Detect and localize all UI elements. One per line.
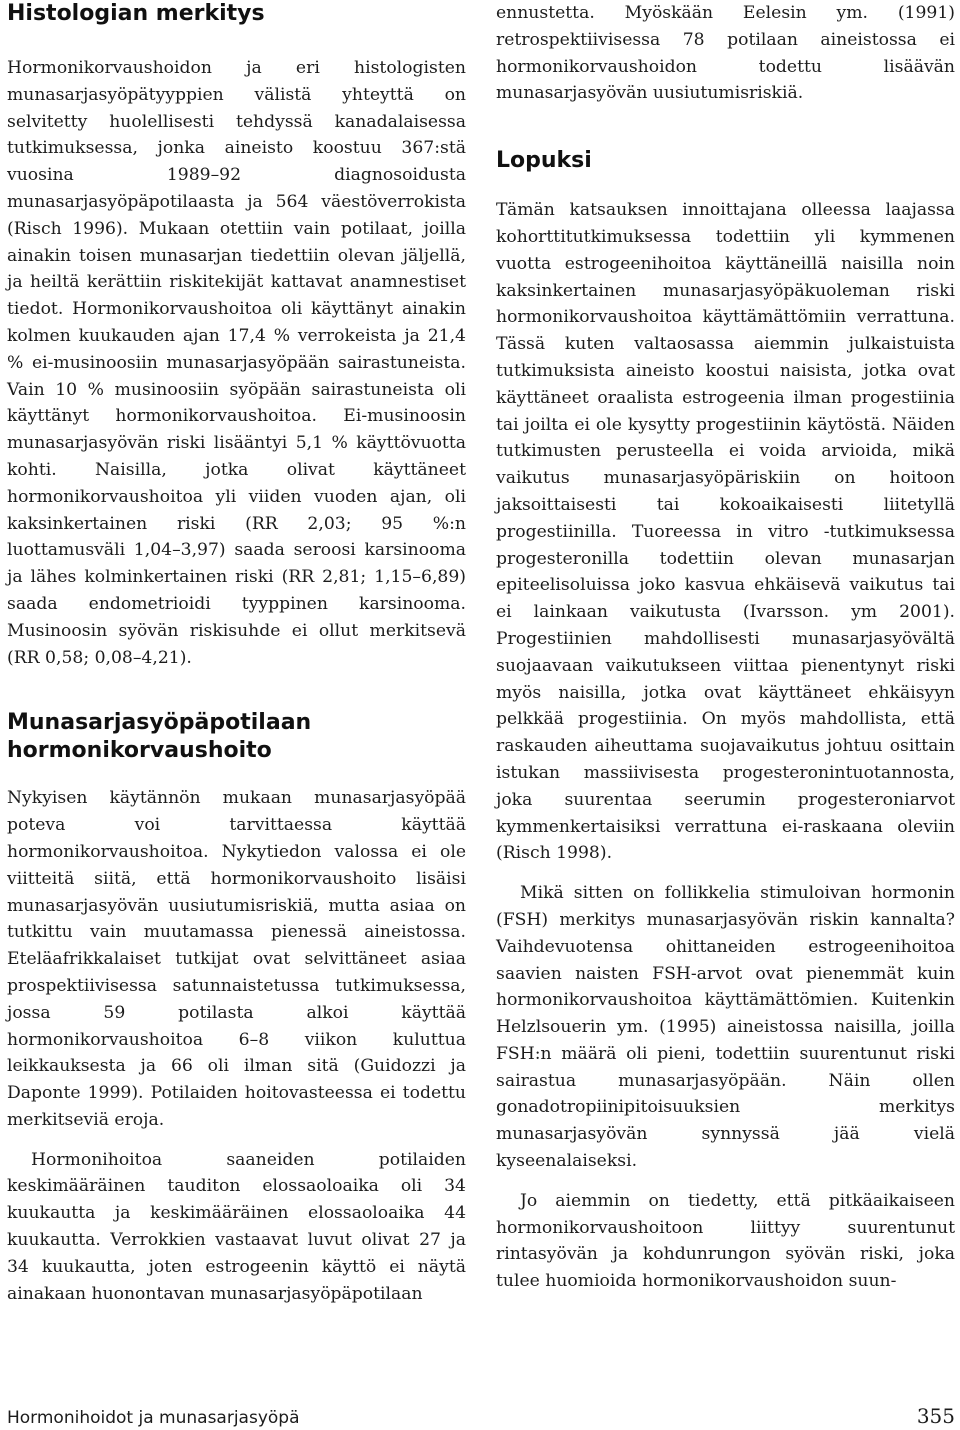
- paragraph-conclusion-1: Tämän katsauksen innoittajana olleessa laajassa kohorttitutkimuksessa todettiin yli kymmenen vuotta estrogeenihoitoa käyttäneillä naisilla noin kaksinkertainen munasarjasyöpäkuoleman riski hormonikorvaushoitoa käyttämättömiin verrattuna. Tässä kuten valtaosassa aiemmin julkaistuista tutkimuksista aineisto koostui naisista, jotka ovat käyttäneet oraalista estrogeenia ilman progestiinia tai joilta ei ole kysytty progestiinin käytöstä. Näiden tutkimusten perusteella ei voida arvioida, mikä vaikutus munasarjasyöpäriskiin on hoitoon jaksoittaisesti tai kokoaikaisesti liitetyllä progestiinilla. Tuoreessa in vitro -tutkimuksessa progesteronilla todettiin olevan munasarjan epiteelisoluissa joko kasvua ehkäisevä vaikutus tai ei lainkaan vaikutusta (Ivarsson. ym 2001). Progestiinien mahdollisesti munasarjasyövältä suojaavaan vaikutukseen viittaa pienentynyt riski myös naisilla, jotka ovat käyttäneet ehkäisyyn pelkkää progestiinia. On myös mahdollista, että raskauden aiheuttama suojavaikutus johtuu osittain istukan massiivisesta progesteronintuotannosta, joka suurentaa seerumin progesteroniarvot kymmenkertaisiksi verrattuna ei-raskaana oleviin (Risch 1998).: [496, 200, 955, 864]
- heading-line-2: hormonikorvaushoito: [7, 738, 272, 764]
- page-footer: [7, 1404, 955, 1430]
- paragraph-histology: Hormonikorvaushoidon ja eri histologisten munasarjasyöpätyyppien välistä yhteyttä on selvitetty huolellisesti tehdyssä kanadalaisessa tutkimuksessa, jonka aineisto koostuu 367:stä vuosina 1989–92 diagnosoidusta munasarjasyöpäpotilaasta ja 564 väestöverrokista (Risch 1996). Mukaan otettiin vain potilaat, joilla ainakin toisen munasarjan tiedettiin olevan jäljellä, ja heiltä kerättiin riskitekijät kattavat anamnestiset tiedot. Hormonikorvaushoitoa oli käyttänyt ainakin kolmen kuukauden ajan 17,4 % verrokeista ja 21,4 % ei-musinoosiin munasarjasyöpään sairastuneista. Vain 10 % musinoosiin syöpään sairastuneista oli käyttänyt hormonikorvaushoitoa. Ei-musinoosin munasarjasyövän riski lisääntyi 5,1 % käyttövuotta kohti. Naisilla, jotka olivat käyttäneet hormonikorvaushoitoa yli viiden vuoden ajan, oli kaksinkertainen riski (RR 2,03; 95 %:n luottamusväli 1,04–3,97) saada seroosi karsinooma ja lähes kolminkertainen riski (RR 2,81; 1,15–6,89) saada endometrioidi tyyppinen karsinooma. Musinoosin syövän riskisuhde ei ollut merkitsevä (RR 0,58; 0,08–4,21).: [7, 58, 466, 668]
- heading-line-1: Munasarjasyöpäpotilaan: [7, 710, 312, 736]
- paragraph-treatment-2: Hormonihoitoa saaneiden potilaiden keskimääräinen tauditon elossaoloaika oli 34 kuukautta ja keskimääräinen elossaoloaika 44 kuukautta. Verrokkien vastaavat luvut olivat 27 ja 34 kuukautta, joten estrogeenin käyttö ei näytä ainakaan huonontavan munasarjasyöpäpotilaan: [7, 1149, 466, 1304]
- section-heading-histology: Histologian merkitys: [7, 1, 265, 26]
- section-heading-treatment: [7, 709, 466, 765]
- running-title: Hormonihoidot ja munasarjasyöpä: [7, 1408, 300, 1428]
- left-column: [7, 0, 466, 1307]
- section-heading-conclusion: Lopuksi: [496, 148, 592, 174]
- page-number: 355: [916, 1404, 955, 1428]
- right-column: [496, 0, 955, 1295]
- paragraph-conclusion-3: Jo aiemmin on tiedetty, että pitkäaikaiseen hormonikorvaushoitoon liittyy suurentunut rintasyövän ja kohdunrungon syövän riski, joka tulee huomioida hormonikorvaushoidon suun-: [496, 1190, 955, 1292]
- paragraph-treatment-1: Nykyisen käytännön mukaan munasarjasyöpää poteva voi tarvittaessa käyttää hormonikorvaushoitoa. Nykytiedon valossa ei ole viitteitä siitä, että hormonikorvaushoito lisäisi munasarjasyövän uusiutumisriskiä, mutta asiaa on tutkittu vain muutamassa pienessä aineistossa. Eteläafrikkalaiset tutkijat ovat selvittäneet asiaa prospektiivisessa satunnaistetussa tutkimuksessa, jossa 59 potilasta alkoi käyttää hormonikorvaushoitoa 6–8 viikon kuluttua leikkauksesta ja 66 oli ilman sitä (Guidozzi ja Daponte 1999). Potilaiden hoitovasteessa ei todettu merkitseviä eroja.: [7, 788, 466, 1130]
- paragraph-conclusion-2: Mikä sitten on follikkelia stimuloivan hormonin (FSH) merkitys munasarjasyövän riskin kannalta? Vaihdevuotensa ohittaneiden estrogeenihoitoa saavien naisten FSH-arvot ovat pienemmät kuin hormonikorvaushoitoa käyttämättömien. Kuitenkin Helzlsouerin ym. (1995) aineistossa naisilla, joilla FSH:n määrä oli pieni, todettiin suurentunut riski sairastua munasarjasyöpään. Näin ollen gonadotropiinipitoisuuksien merkitys munasarjasyövän synnyssä jää vielä kyseenalaiseksi.: [496, 883, 955, 1172]
- paragraph-continuation: ennustetta. Myöskään Eelesin ym. (1991) retrospektiivisessa 78 potilaan aineistossa ei hormonikorvaushoidon todettu lisäävän munasarjasyövän uusiutumisriskiä.: [496, 3, 955, 104]
